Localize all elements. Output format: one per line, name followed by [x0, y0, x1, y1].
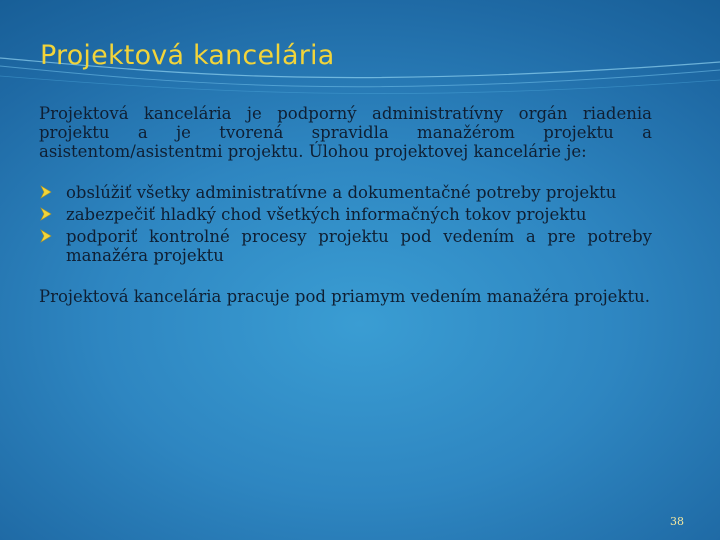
- bullet-list: [39, 183, 652, 265]
- bullet-item: [39, 205, 652, 224]
- arrow-bullet-icon: [39, 228, 53, 244]
- bullet-text: zabezpečiť hladký chod všetkých informačných tokov projektu: [66, 205, 587, 224]
- bullet-text: podporiť kontrolné procesy projektu pod vedením a pre potreby manažéra projektu: [66, 227, 652, 265]
- slide-number: 38: [670, 515, 684, 528]
- intro-paragraph: Projektová kancelária je podporný administratívny orgán riadenia projektu a je tvorená spravidla manažérom projektu a asistentom/asistentmi projektu. Úlohou projektovej kancelárie je:: [39, 104, 652, 161]
- bullet-text: obslúžiť všetky administratívne a dokumentačné potreby projektu: [66, 183, 617, 202]
- arrow-bullet-icon: [39, 206, 53, 222]
- arrow-bullet-icon: [39, 184, 53, 200]
- closing-paragraph: Projektová kancelária pracuje pod priamym vedením manažéra projektu.: [39, 287, 650, 306]
- slide-title: Projektová kancelária: [40, 40, 335, 71]
- bullet-item: [39, 227, 652, 265]
- slide-content: [39, 104, 652, 306]
- bullet-item: [39, 183, 652, 202]
